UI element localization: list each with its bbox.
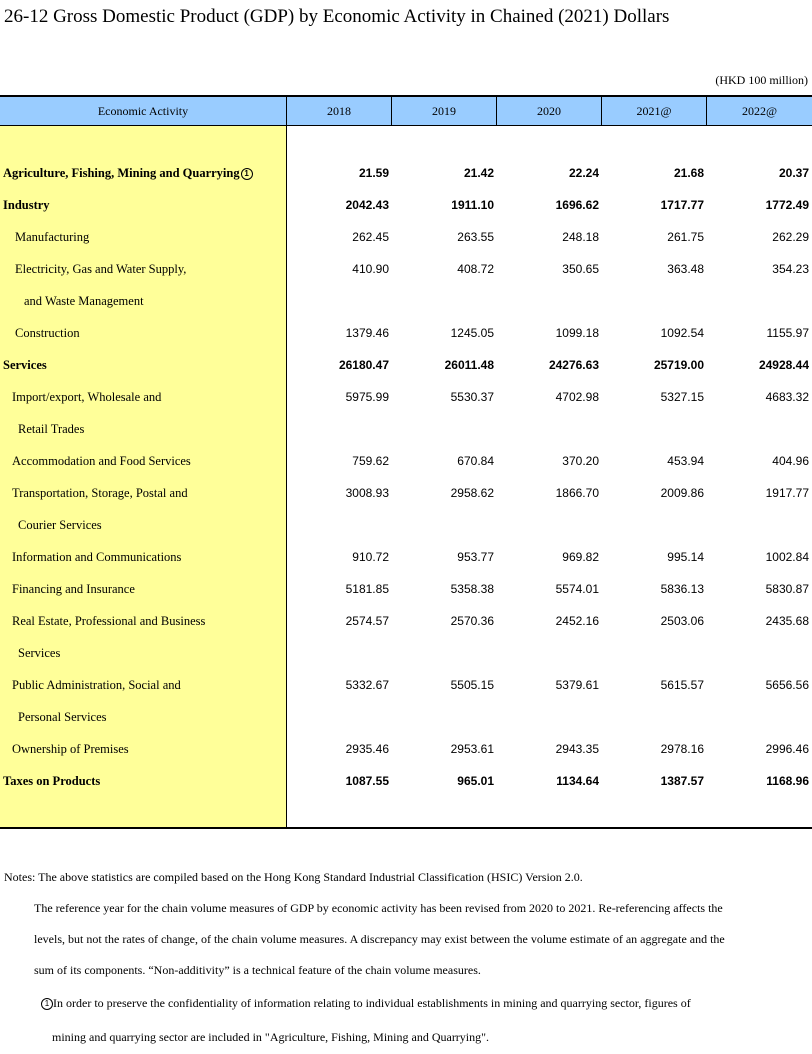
row-label xyxy=(18,509,102,541)
value-cell: 453.94 xyxy=(667,454,704,468)
table-bottom-rule xyxy=(0,827,812,829)
row-label-text: Information and Communications xyxy=(12,550,182,564)
table-row xyxy=(0,381,812,413)
value-cell: 5530.37 xyxy=(450,390,494,404)
table-row xyxy=(0,445,812,477)
value-cell: 26011.48 xyxy=(444,358,494,372)
header-year-2018: 2018 xyxy=(287,97,392,125)
note-line-6: mining and quarrying sector are included in "Agriculture, Fishing, Mining and Quarrying". xyxy=(52,1030,490,1044)
value-cell: 1379.46 xyxy=(345,326,389,340)
header-economic-activity: Economic Activity xyxy=(0,97,287,125)
value-cell: 2943.35 xyxy=(555,742,599,756)
value-cell: 262.29 xyxy=(772,230,809,244)
value-cell: 759.62 xyxy=(352,454,389,468)
row-label-text: Agriculture, Fishing, Mining and Quarrying xyxy=(3,166,240,180)
value-cell: 408.72 xyxy=(457,262,494,276)
value-cell: 2996.46 xyxy=(765,742,809,756)
footnote-1-marker: 1 xyxy=(41,998,53,1010)
value-cell: 5358.38 xyxy=(450,582,494,596)
value-cell: 261.75 xyxy=(667,230,704,244)
row-label xyxy=(12,573,135,605)
row-label xyxy=(12,477,188,509)
table-row xyxy=(0,477,812,509)
header-year-2021: 2021@ xyxy=(602,97,707,125)
value-cell: 953.77 xyxy=(457,550,494,564)
value-cell: 4702.98 xyxy=(555,390,599,404)
value-cell: 1168.96 xyxy=(766,774,809,788)
value-cell: 5615.57 xyxy=(660,678,704,692)
value-cell: 1002.84 xyxy=(765,550,809,564)
value-cell: 248.18 xyxy=(562,230,599,244)
row-label-text: Industry xyxy=(3,198,50,212)
row-label xyxy=(12,605,205,637)
value-cell: 2009.86 xyxy=(660,486,704,500)
value-cell: 1087.55 xyxy=(345,774,389,788)
row-label xyxy=(12,541,181,573)
value-cell: 1717.77 xyxy=(660,198,704,212)
value-cell: 354.23 xyxy=(772,262,809,276)
table-row xyxy=(0,701,812,733)
value-cell: 350.65 xyxy=(562,262,599,276)
note-line-3: levels, but not the rates of change, of the chain volume measures. A discrepancy may exist between the volume estimate of an aggregate and the xyxy=(34,932,725,946)
value-cell: 410.90 xyxy=(352,262,389,276)
row-label xyxy=(18,637,60,669)
value-cell: 965.01 xyxy=(457,774,494,788)
value-cell: 5830.87 xyxy=(765,582,809,596)
row-label xyxy=(24,285,144,317)
value-cell: 1866.70 xyxy=(555,486,599,500)
value-cell: 1387.57 xyxy=(660,774,704,788)
value-cell: 1092.54 xyxy=(660,326,704,340)
value-cell: 2935.46 xyxy=(345,742,389,756)
table-row xyxy=(0,189,812,221)
value-cell: 5379.61 xyxy=(555,678,599,692)
table-row xyxy=(0,509,812,541)
row-label-text: Ownership of Premises xyxy=(12,742,129,756)
table-row xyxy=(0,157,812,189)
value-cell: 670.84 xyxy=(457,454,494,468)
row-label xyxy=(18,701,107,733)
value-cell: 22.24 xyxy=(568,166,599,180)
value-cell: 5836.13 xyxy=(660,582,704,596)
row-label xyxy=(12,445,191,477)
value-cell: 2570.36 xyxy=(450,614,494,628)
table-row xyxy=(0,637,812,669)
value-cell: 404.96 xyxy=(772,454,809,468)
row-label xyxy=(3,349,47,381)
value-cell: 1772.49 xyxy=(765,198,809,212)
value-cell: 262.45 xyxy=(352,230,389,244)
row-label-text: Accommodation and Food Services xyxy=(12,454,191,468)
value-cell: 2978.16 xyxy=(660,742,704,756)
value-cell: 969.82 xyxy=(562,550,599,564)
row-label-text: Real Estate, Professional and Business xyxy=(12,614,206,628)
table-row xyxy=(0,317,812,349)
value-cell: 24928.44 xyxy=(758,358,809,372)
value-cell: 2503.06 xyxy=(660,614,704,628)
value-cell: 1155.97 xyxy=(766,326,809,340)
value-cell: 363.48 xyxy=(667,262,704,276)
table-row xyxy=(0,573,812,605)
value-cell: 21.68 xyxy=(673,166,704,180)
row-label xyxy=(18,413,84,445)
row-label xyxy=(15,317,80,349)
row-label-text: Personal Services xyxy=(18,710,107,724)
note-line-1: Notes: The above statistics are compiled based on the Hong Kong Standard Industrial Classification (HSIC) Version 2.0. xyxy=(4,870,583,884)
value-cell: 5574.01 xyxy=(555,582,599,596)
row-label xyxy=(3,157,253,189)
row-label xyxy=(3,765,100,797)
value-cell: 1696.62 xyxy=(555,198,599,212)
value-cell: 21.42 xyxy=(463,166,494,180)
value-cell: 1911.10 xyxy=(451,198,494,212)
table-header xyxy=(0,97,812,126)
value-cell: 1917.77 xyxy=(765,486,809,500)
row-label-text: Taxes on Products xyxy=(3,774,101,788)
note-line-5-text: In order to preserve the confidentiality of information relating to individual establishments in mining and quarrying sector, figures of xyxy=(53,996,691,1010)
row-label-text: Electricity, Gas and Water Supply, xyxy=(15,262,187,276)
gdp-table xyxy=(0,95,812,829)
table-row xyxy=(0,413,812,445)
row-label-text: Services xyxy=(18,646,61,660)
row-label xyxy=(12,733,129,765)
table-row xyxy=(0,285,812,317)
value-cell: 20.37 xyxy=(778,166,809,180)
value-cell: 5181.85 xyxy=(345,582,389,596)
row-label-text: Public Administration, Social and xyxy=(12,678,181,692)
note-line-5 xyxy=(40,996,691,1011)
value-cell: 2042.43 xyxy=(345,198,389,212)
table-row xyxy=(0,765,812,797)
value-cell: 5975.99 xyxy=(345,390,389,404)
value-cell: 2953.61 xyxy=(450,742,494,756)
row-label-text: Services xyxy=(3,358,47,372)
value-cell: 24276.63 xyxy=(548,358,599,372)
row-label xyxy=(12,381,161,413)
row-label-text: Manufacturing xyxy=(15,230,90,244)
unit-label: (HKD 100 million) xyxy=(715,73,808,87)
value-cell: 4683.32 xyxy=(765,390,809,404)
table-row xyxy=(0,733,812,765)
row-label-text: Transportation, Storage, Postal and xyxy=(12,486,188,500)
note-line-4: sum of its components. “Non-additivity” is a technical feature of the chain volume measures. xyxy=(34,963,481,977)
value-cell: 5332.67 xyxy=(345,678,389,692)
value-cell: 5505.15 xyxy=(450,678,494,692)
value-cell: 995.14 xyxy=(667,550,704,564)
table-row xyxy=(0,349,812,381)
row-label-text: Retail Trades xyxy=(18,422,85,436)
value-cell: 1245.05 xyxy=(450,326,494,340)
row-label-text: Import/export, Wholesale and xyxy=(12,390,162,404)
value-cell: 26180.47 xyxy=(338,358,389,372)
header-year-2019: 2019 xyxy=(392,97,497,125)
value-cell: 263.55 xyxy=(457,230,494,244)
value-cell: 3008.93 xyxy=(345,486,389,500)
table-row xyxy=(0,669,812,701)
value-cell: 5327.15 xyxy=(660,390,704,404)
value-cell: 2435.68 xyxy=(765,614,809,628)
row-label xyxy=(15,221,89,253)
value-cell: 1134.64 xyxy=(556,774,599,788)
row-label xyxy=(15,253,186,285)
table-row xyxy=(0,541,812,573)
value-cell: 2452.16 xyxy=(555,614,599,628)
row-label xyxy=(3,189,50,221)
value-cell: 370.20 xyxy=(562,454,599,468)
footnote-1-marker: 1 xyxy=(241,168,253,180)
header-year-2022: 2022@ xyxy=(741,104,778,118)
row-label-text: Courier Services xyxy=(18,518,102,532)
table-row xyxy=(0,221,812,253)
table-row xyxy=(0,253,812,285)
row-label-text: and Waste Management xyxy=(24,294,144,308)
value-cell: 2958.62 xyxy=(450,486,494,500)
value-cell: 25719.00 xyxy=(653,358,704,372)
row-label xyxy=(12,669,181,701)
row-label-text: Financing and Insurance xyxy=(12,582,135,596)
row-label-text: Construction xyxy=(15,326,80,340)
table-row xyxy=(0,605,812,637)
value-cell: 5656.56 xyxy=(765,678,809,692)
value-cell: 910.72 xyxy=(352,550,389,564)
value-cell: 2574.57 xyxy=(345,614,389,628)
value-cell: 1099.18 xyxy=(555,326,599,340)
header-year-2020: 2020 xyxy=(497,97,602,125)
page-title: 26-12 Gross Domestic Product (GDP) by Economic Activity in Chained (2021) Dollars xyxy=(4,6,670,27)
note-line-2: The reference year for the chain volume measures of GDP by economic activity has been revised from 2020 to 2021. Re-referencing affects the xyxy=(34,901,723,915)
value-cell: 21.59 xyxy=(358,166,389,180)
